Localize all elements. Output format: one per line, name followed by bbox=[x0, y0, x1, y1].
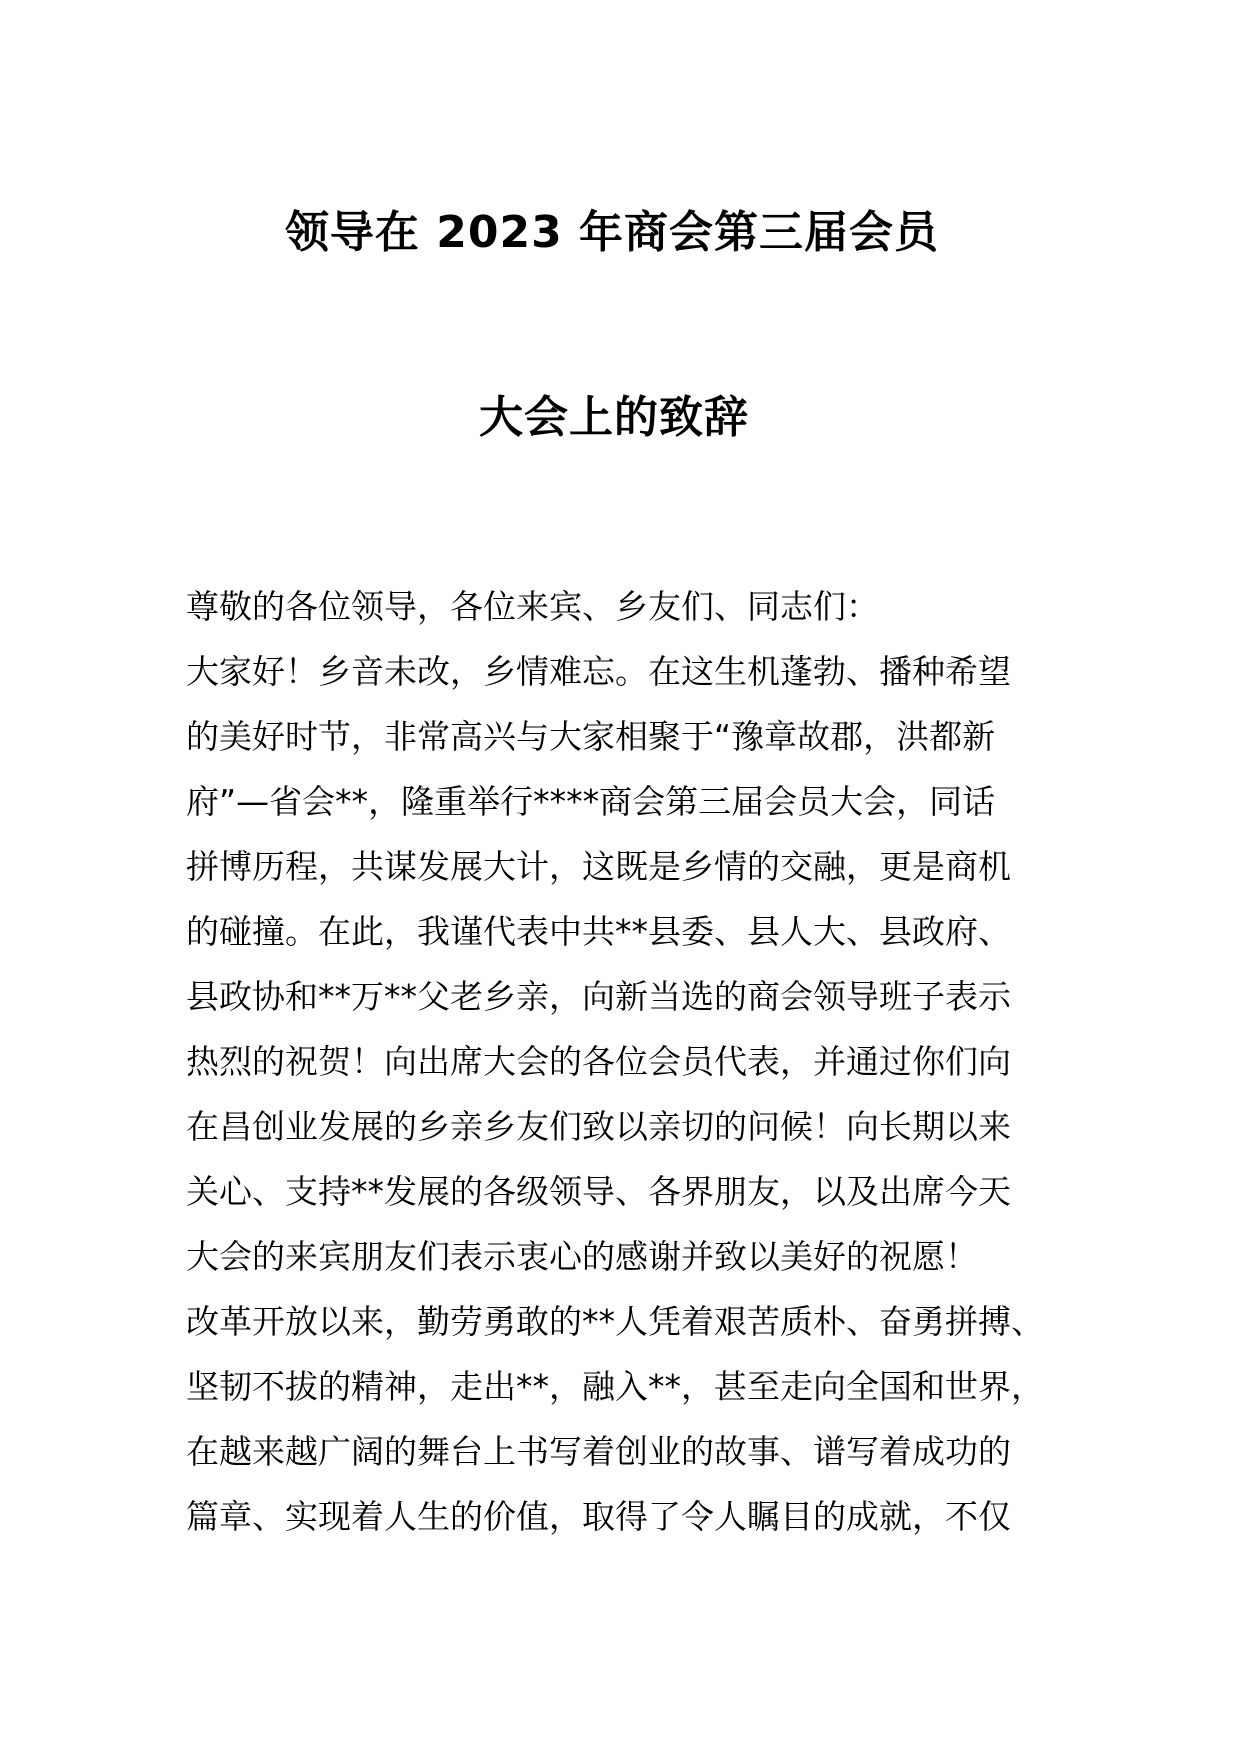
body-line: 尊敬的各位领导，各位来宾、乡友们、同志们： bbox=[186, 587, 879, 626]
document-title-line-1: 领导在 2023 年商会第三届会员 bbox=[284, 207, 940, 258]
body-line: 篇章、实现着人生的价值，取得了令人瞩目的成就，不仅 bbox=[186, 1497, 1011, 1536]
document-title-line-2: 大会上的致辞 bbox=[479, 392, 749, 443]
body-line: 的碰撞。在此，我谨代表中共**县委、县人大、县政府、 bbox=[186, 912, 1011, 951]
body-line: 在越来越广阔的舞台上书写着创业的故事、谱写着成功的 bbox=[186, 1432, 1011, 1471]
document-body bbox=[186, 574, 1086, 1549]
body-line: 府”—省会**，隆重举行****商会第三届会员大会，同话 bbox=[186, 782, 996, 821]
body-line: 在昌创业发展的乡亲乡友们致以亲切的问候！向长期以来 bbox=[186, 1107, 1011, 1146]
body-line: 坚韧不拔的精神，走出**，融入**，甚至走向全国和世界， bbox=[186, 1367, 1044, 1406]
body-line: 县政协和**万**父老乡亲，向新当选的商会领导班子表示 bbox=[186, 977, 1011, 1016]
body-line: 关心、支持**发展的各级领导、各界朋友，以及出席今天 bbox=[186, 1172, 1011, 1211]
body-line: 大会的来宾朋友们表示衷心的感谢并致以美好的祝愿！ bbox=[186, 1237, 978, 1276]
body-line: 的美好时节，非常高兴与大家相聚于“豫章故郡，洪都新 bbox=[186, 717, 996, 756]
body-line: 拼博历程，共谋发展大计，这既是乡情的交融，更是商机 bbox=[186, 847, 1011, 886]
body-line: 改革开放以来，勤劳勇敢的**人凭着艰苦质朴、奋勇拼搏、 bbox=[186, 1302, 1044, 1341]
body-line: 热烈的祝贺！向出席大会的各位会员代表，并通过你们向 bbox=[186, 1042, 1011, 1081]
body-line: 大家好！乡音未改，乡情难忘。在这生机蓬勃、播种希望 bbox=[186, 652, 1011, 691]
